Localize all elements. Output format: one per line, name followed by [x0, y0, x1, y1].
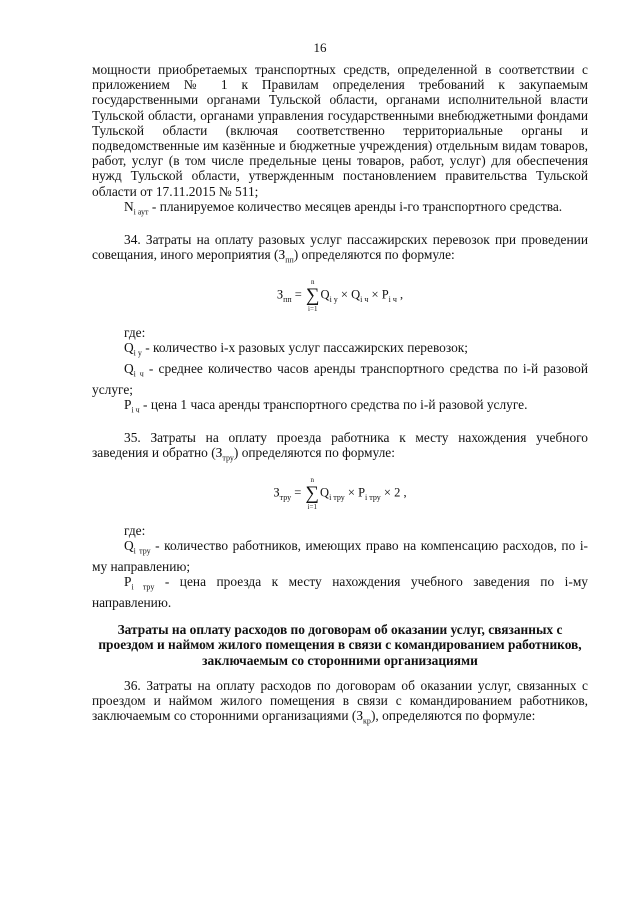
formula-subscript: пп	[283, 294, 292, 304]
formula-end: × 2 ,	[380, 485, 407, 500]
paragraph-36	[92, 678, 588, 729]
symbol-subscript: i ч	[133, 369, 144, 379]
definition-text: - планируемое количество месяцев аренды i-го транспортного средства.	[148, 198, 563, 214]
symbol-subscript: i тру	[133, 546, 151, 556]
sum-sign	[305, 476, 319, 511]
where-label: где:	[124, 324, 146, 340]
sum-upper-limit: n	[311, 277, 315, 286]
formula-term: Q	[351, 287, 361, 302]
paragraph-text: 36. Затраты на оплату расходов по договорам об оказании услуг, связанных с проездом и наймом жилого помещения в связи с командированием работников, заключаемым со сторонними организациями (З	[92, 677, 588, 724]
paragraph-35	[92, 430, 588, 466]
formula-35	[92, 476, 588, 511]
sum-sign	[306, 278, 320, 313]
formula-term: Q	[320, 287, 330, 302]
definition-q-iy	[92, 340, 588, 361]
definition-text: - цена 1 часа аренды транспортного средства по i-й разовой услуге.	[139, 396, 528, 412]
symbol-subscript: i тру	[131, 582, 155, 592]
formula-operator: ×	[337, 287, 352, 302]
symbol-subscript: тру	[222, 453, 234, 463]
formula-operator: ×	[368, 287, 382, 302]
symbol-subscript: кр	[363, 716, 371, 726]
definition-p-itru	[92, 574, 588, 610]
paragraph-text: 35. Затраты на оплату проезда работника к месту нахождения учебного заведения и обратно (З	[92, 429, 588, 461]
symbol-subscript: i ч	[131, 405, 140, 415]
formula-operator: =	[291, 485, 305, 500]
sigma-glyph: ∑	[305, 284, 320, 306]
formula-subscript: i тру	[365, 492, 381, 502]
definition-text: - цена проезда к месту нахождения учебного заведения по i-му направлению.	[92, 574, 588, 611]
definition-n-aut	[92, 199, 588, 220]
definition-text: - количество работников, имеющих право на компенсацию расходов, по i-му направлению;	[92, 538, 588, 574]
sum-lower-limit: i=1	[308, 304, 318, 313]
definition-p-ich	[92, 397, 588, 418]
formula-subscript: тру	[279, 492, 292, 502]
paragraph-continuation: мощности приобретаемых транспортных средств, определенной в соответствии с приложением № 1 к Правилам определения требований к закупаемым государственными органами Тульской области, органами исполнительной власти Тульской области, органами управления государственными внебюджетными фондами Тульской области (включая соответственно территориальные органы и подведомственные им казённые и бюджетные учреждения) отдельным видам товаров, работ, услуг (в том числе предельные цены товаров, работ, услуг) для обеспечения нужд Тульской области, утвержденным постановлением правительства Тульской области от 17.11.2015 № 511;	[92, 62, 588, 199]
formula-operator: ×	[344, 485, 359, 500]
formula-lhs: З	[273, 485, 280, 500]
formula-lhs: З	[276, 287, 284, 302]
page-number: 16	[313, 40, 327, 55]
symbol-subscript: пп	[285, 255, 294, 265]
definition-text: - количество i-х разовых услуг пассажирских перевозок;	[141, 339, 469, 355]
formula-term: P	[381, 287, 389, 302]
definition-q-ich	[92, 361, 588, 397]
formula-subscript: i ч	[388, 294, 397, 304]
symbol: Q	[124, 538, 134, 554]
paragraph-34	[92, 232, 588, 268]
symbol: N	[124, 198, 134, 214]
formula-34	[92, 278, 588, 313]
definition-text: - среднее количество часов аренды транспортного средства по i-й разовой услуге;	[92, 360, 588, 397]
paragraph-text: ) определяются по формуле:	[233, 445, 395, 461]
formula-subscript: i у	[329, 294, 338, 304]
symbol: P	[124, 574, 132, 590]
document-body	[92, 62, 588, 729]
section-heading: Затраты на оплату расходов по договорам об оказании услуг, связанных с проездом и наймом жилого помещения в связи с командированием работников, заключаемым со сторонними организациями	[98, 622, 582, 668]
formula-end: ,	[396, 287, 404, 302]
sigma-glyph: ∑	[305, 482, 320, 504]
definition-q-itru	[92, 538, 588, 574]
symbol: Q	[124, 360, 134, 376]
paragraph-text: ) определяются по формуле:	[293, 246, 455, 262]
symbol: P	[124, 396, 132, 412]
formula-term: P	[358, 485, 366, 500]
paragraph-text: 34. Затраты на оплату разовых услуг пассажирских перевозок при проведении совещания, иного мероприятия (З	[92, 231, 588, 262]
formula-operator: =	[291, 287, 305, 302]
sum-lower-limit: i=1	[307, 502, 317, 511]
paragraph-text: ), определяются по формуле:	[370, 708, 536, 724]
symbol: Q	[124, 339, 134, 355]
symbol-subscript: i у	[133, 348, 142, 358]
sum-upper-limit: n	[310, 475, 314, 484]
formula-term: Q	[320, 485, 330, 500]
where-label: где:	[124, 522, 146, 538]
formula-subscript: i тру	[329, 492, 345, 502]
formula-subscript: i ч	[360, 294, 369, 304]
symbol-subscript: i аут	[133, 207, 149, 217]
